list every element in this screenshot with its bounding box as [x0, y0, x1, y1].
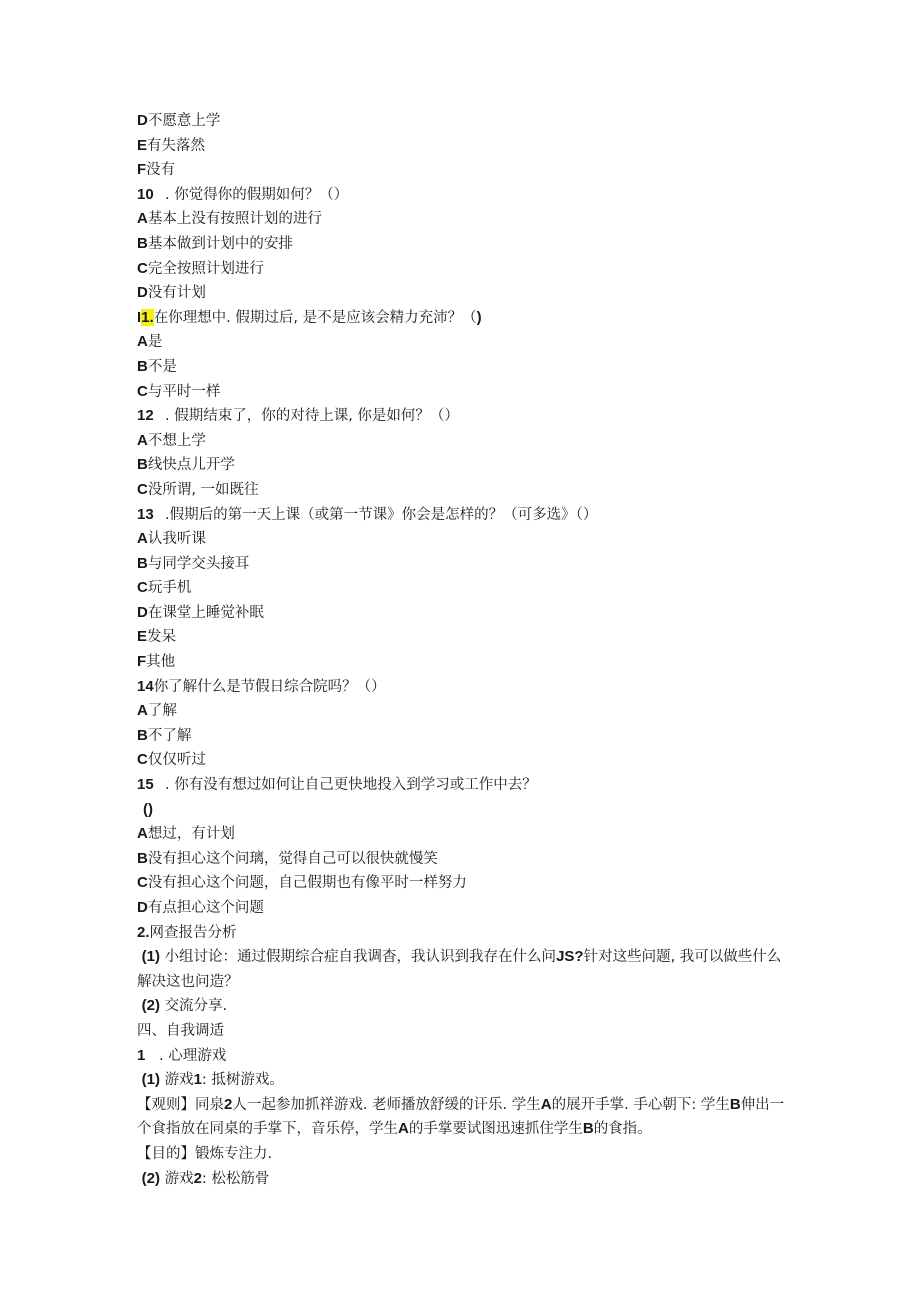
- option-line: [137, 232, 787, 257]
- rule-text: 的手掌要试图迅速抓住学生: [408, 1121, 583, 1138]
- option-line: [137, 453, 787, 478]
- highlighted-number: 1.: [141, 308, 154, 326]
- option-letter: F: [137, 653, 147, 671]
- option-text: 玩手机: [147, 580, 192, 597]
- option-letter: C: [137, 751, 148, 769]
- question-text: . 你觉得你的假期如何？（）: [165, 186, 349, 203]
- item-number: (1): [141, 1071, 160, 1089]
- section-title: 网查报告分析: [149, 924, 237, 941]
- option-letter: A: [137, 825, 148, 843]
- rule-bold: B: [582, 1120, 594, 1138]
- option-letter: C: [137, 480, 148, 498]
- section-four-heading: 四、自我调适: [137, 1022, 224, 1039]
- question-text: 在你理想中. 假期过后, 是不是应该会精力充沛？（: [153, 309, 477, 326]
- option-line: [137, 822, 787, 847]
- option-line: [137, 380, 787, 405]
- option-letter: D: [137, 603, 148, 621]
- game-title: : 抵树游戏。: [201, 1072, 284, 1089]
- option-text: 基本上没有按照计划的进行: [147, 211, 322, 228]
- option-text: 不是: [147, 358, 177, 375]
- option-letter: A: [137, 333, 148, 351]
- question-text: 你了解什么是节假日综合院吗？（）: [153, 678, 386, 695]
- option-letter: A: [137, 431, 148, 449]
- option-line: [137, 527, 787, 552]
- rule-bold: A: [540, 1095, 552, 1113]
- question-text: . 假期结束了，你的对待上课, 你是如何？（）: [165, 408, 459, 425]
- question-line: [137, 306, 787, 331]
- option-line: [137, 552, 787, 577]
- option-letter: E: [137, 628, 148, 646]
- option-line: [137, 478, 787, 503]
- option-line: [137, 896, 787, 921]
- option-text: 与平时一样: [147, 383, 221, 400]
- option-letter: B: [137, 726, 148, 744]
- option-text: 仅仅听过: [147, 752, 206, 769]
- option-letter: B: [137, 849, 148, 867]
- option-line: [137, 257, 787, 282]
- answer-paren-line: [137, 798, 787, 823]
- option-text: 与同学交头接耳: [147, 555, 250, 572]
- option-text: 线快点儿开学: [147, 457, 235, 474]
- option-line: [137, 355, 787, 380]
- question-text: .假期后的第一天上课（或第一节课》你会是怎样的？（可多选》（）: [165, 506, 598, 523]
- question-number-prefix: I: [137, 308, 142, 326]
- option-text: 有点担心这个问题: [147, 900, 264, 916]
- option-text: 不愿意上学: [147, 113, 221, 129]
- option-text: 没有计划: [147, 285, 206, 302]
- option-line: [137, 207, 787, 232]
- game-title: : 松松筋骨: [201, 1170, 270, 1187]
- option-letter: A: [137, 210, 148, 228]
- discussion-bold: JS?: [556, 948, 584, 966]
- option-line: [137, 601, 787, 626]
- option-letter: B: [137, 456, 148, 474]
- rule-bold: 2: [224, 1095, 233, 1113]
- option-line: [137, 625, 787, 650]
- section-number: 2.: [137, 923, 150, 941]
- section-heading: [137, 921, 787, 946]
- question-text: . 你有没有想过如何让自己更快地投入到学习或工作中去？: [165, 777, 537, 794]
- option-text: 基本做到计划中的安排: [147, 235, 293, 252]
- option-letter: B: [137, 357, 148, 375]
- game-heading-number: 1: [137, 1046, 146, 1064]
- option-line: [137, 699, 787, 724]
- game-number: 2: [193, 1169, 202, 1187]
- question-line: [137, 773, 787, 798]
- option-line: [137, 158, 787, 183]
- rule-text: 的展开手掌. 手心朝下: 学生: [551, 1096, 730, 1113]
- item-number: (1): [141, 948, 160, 966]
- question-line: [137, 183, 787, 208]
- rule-text: 【观则】同泉: [137, 1096, 224, 1113]
- document-body: [137, 109, 787, 1191]
- game-number: 1: [193, 1071, 202, 1089]
- question-number: 15: [137, 776, 154, 794]
- option-line: [137, 724, 787, 749]
- rule-bold: A: [398, 1120, 409, 1138]
- option-line: [137, 109, 787, 134]
- option-line: [137, 134, 787, 159]
- option-line: [137, 847, 787, 872]
- option-text: 没所谓, 一如既往: [147, 481, 259, 498]
- purpose-line: 【目的】锻炼专注力.: [137, 1145, 273, 1162]
- option-letter: D: [137, 112, 148, 129]
- item-number: (2): [141, 1169, 160, 1187]
- option-line: [137, 281, 787, 306]
- option-text: 没有担心这个问题，自己假期也有像平时一样努力: [147, 875, 467, 892]
- option-text: 其他: [146, 654, 176, 671]
- question-line: [137, 503, 787, 528]
- option-line: [137, 871, 787, 896]
- answer-paren: (): [143, 800, 153, 818]
- option-letter: F: [137, 161, 147, 179]
- option-text: 完全按照计划进行: [147, 260, 264, 277]
- question-line: [137, 404, 787, 429]
- option-letter: C: [137, 382, 148, 400]
- option-letter: A: [137, 530, 148, 548]
- option-text: 不想上学: [147, 432, 206, 449]
- item-number: (2): [141, 997, 160, 1015]
- option-letter: B: [137, 554, 148, 572]
- option-text: 没有: [146, 162, 176, 179]
- game-heading: [137, 1044, 787, 1069]
- question-number: 13: [137, 505, 154, 523]
- option-letter: A: [137, 702, 148, 720]
- question-number: 14: [137, 677, 154, 695]
- discussion-text: 小组讨论：通过假期综合症自我调杳，我认识到我存在什么问: [164, 949, 557, 966]
- share-text: 交流分享.: [164, 998, 228, 1015]
- option-text: 有失落然: [147, 137, 206, 154]
- option-letter: C: [137, 579, 148, 597]
- game-two-line: [137, 1167, 787, 1192]
- option-text: 没有担心这个问璃，觉得自己可以很快就慢笑: [147, 850, 438, 867]
- option-text: 发呆: [147, 629, 177, 646]
- game-label: 游戏: [164, 1170, 194, 1187]
- game-label: 游戏: [164, 1072, 194, 1089]
- game-one-line: [137, 1068, 787, 1093]
- option-letter: D: [137, 284, 148, 302]
- game-heading-text: . 心理游戏: [159, 1047, 227, 1064]
- question-line: [137, 675, 787, 700]
- question-paren: ): [476, 308, 482, 326]
- option-letter: D: [137, 899, 148, 916]
- option-text: 在课堂上睡觉补眠: [147, 604, 264, 621]
- rule-text: 伸出一个食指放在同桌的手掌下，音乐停，学生: [137, 1096, 785, 1138]
- option-letter: E: [137, 136, 148, 154]
- question-number: 10: [137, 185, 154, 203]
- option-line: [137, 429, 787, 454]
- rule-bold: B: [729, 1095, 741, 1113]
- rule-text: 人一起参加抓祥游戏. 老师播放舒缓的讦乐. 学生: [232, 1096, 541, 1113]
- rule-text: 的食指。: [593, 1121, 652, 1138]
- option-letter: B: [137, 234, 148, 252]
- option-letter: C: [137, 259, 148, 277]
- option-line: [137, 748, 787, 773]
- share-line: [137, 994, 787, 1019]
- option-text: 想过，有计划: [147, 826, 235, 843]
- rule-paragraph: [137, 1093, 787, 1142]
- option-text: 不了解: [147, 727, 192, 744]
- option-line: [137, 576, 787, 601]
- discussion-text-cont: 针对这些问题, 我可以做些什么解决这也问造？: [137, 949, 782, 990]
- option-text: 是: [147, 334, 163, 351]
- discussion-paragraph: [137, 945, 787, 994]
- option-text: 认我听课: [147, 531, 206, 548]
- option-letter: C: [137, 874, 148, 892]
- option-line: [137, 650, 787, 675]
- option-line: [137, 330, 787, 355]
- option-text: 了解: [147, 703, 177, 720]
- question-number: 12: [137, 407, 154, 425]
